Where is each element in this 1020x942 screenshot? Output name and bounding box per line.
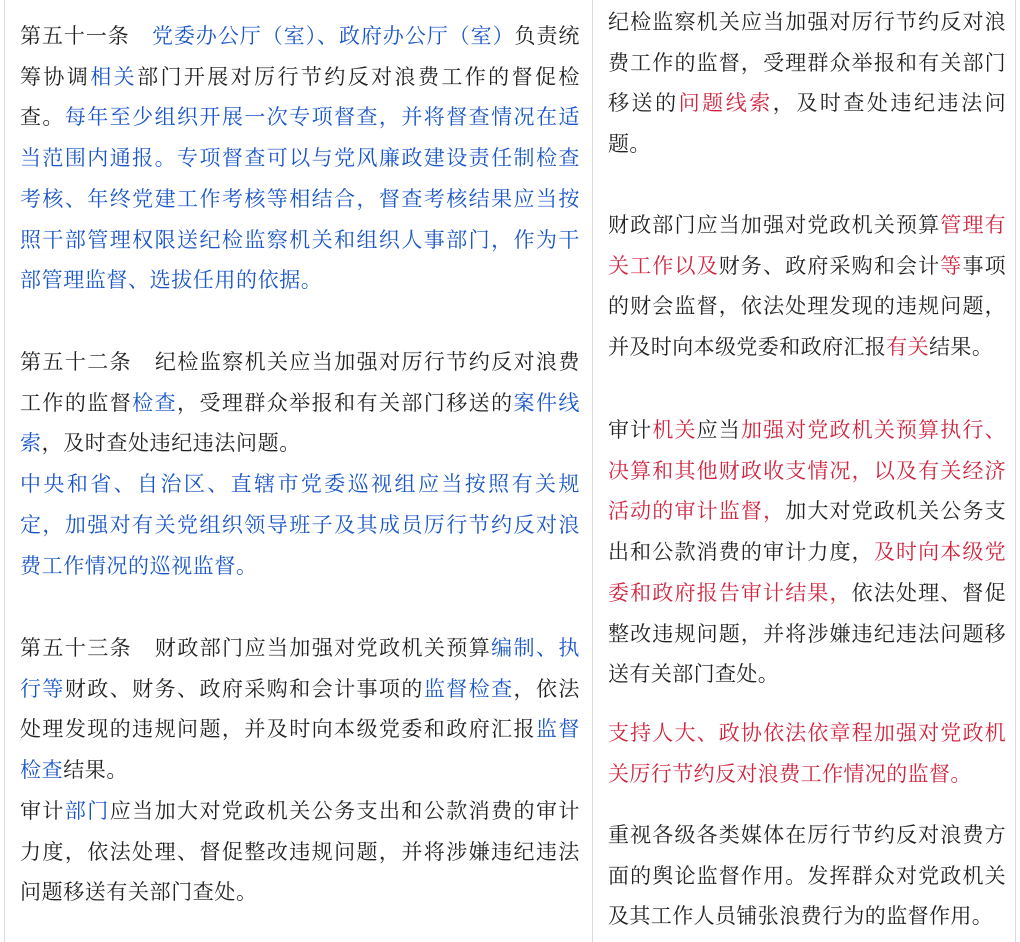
- text-segment: 应当加大对党政机关公务支出和公款消费的审计力度，依法处理、督促整改违规问题，并将涉嫌违纪违法问题移送有关部门查处。: [20, 798, 581, 905]
- text-segment: ，及时查处违纪违法问题。: [608, 91, 1007, 157]
- text-segment: 加大对党政机关公务支出和公款消费的审计力度，: [608, 499, 1007, 565]
- article-number: 第五十一条: [20, 24, 130, 48]
- text-segment: 审计: [608, 418, 653, 442]
- text-segment: 依法处理、督促整改违规问题，并将涉嫌违纪违法问题移送有关部门查处。: [608, 580, 1006, 687]
- article-53: [20, 628, 580, 913]
- text-segment: 财政部门应当加强对党政机关预算: [154, 636, 492, 660]
- text-segment: ，受理群众举报和有关部门移送的: [177, 390, 514, 415]
- added-text: 相关: [90, 64, 138, 89]
- article-number: 第五十三条: [20, 636, 133, 660]
- changed-text: 及时向本级党委和政府报告审计结果，: [608, 540, 1006, 605]
- text-segment: 纪检监察机关应当加强对厉行节约反对浪费工作的监督: [20, 350, 581, 415]
- column-divider: [592, 0, 593, 942]
- added-text: 检查: [132, 390, 178, 415]
- text-segment: ，依法处理发现的违规问题，并及时向本级党委和政府汇报: [20, 676, 581, 742]
- added-text: 监督检查: [20, 717, 580, 783]
- article-number: 第五十二条: [20, 350, 133, 374]
- right-paragraph-3: [608, 410, 1006, 695]
- right-paragraph-1: [608, 2, 1006, 165]
- text-segment: 负责统筹协调: [20, 24, 580, 89]
- article-51: [20, 16, 580, 301]
- text-segment: 财政: [64, 676, 110, 701]
- text-segment: 重视各级各类媒体在厉行节约反对浪费方面的舆论监督作用。发挥群众对党政机关及其工作人员铺张浪费行为的监督作用。: [608, 823, 1006, 929]
- added-text: 编制、执行等: [20, 636, 581, 701]
- right-paragraph-2: [608, 205, 1006, 368]
- added-text: 监督检查: [423, 676, 514, 701]
- text-segment: 纪检监察机关应当加强对厉行节约反对浪费工作的监督，受理群众举报和有关部门移送的: [608, 10, 1006, 116]
- added-text: 部门: [64, 798, 110, 823]
- changed-text: 等: [940, 253, 963, 278]
- changed-text: 机关: [652, 418, 697, 442]
- text-segment: 事项的财会监督，依法处理发现的违规问题，并及时向本级党委和政府汇报: [608, 253, 1007, 360]
- added-text: 案件线索: [20, 390, 581, 456]
- text-segment: ，及时查处违纪违法问题。: [41, 431, 301, 456]
- right-paragraph-5: [608, 815, 1006, 937]
- added-text: 每年至少组织开展一次专项督查，并将督查情况在适当范围内通报。专项督查可以与党风廉政建设责任制检查考核、年终党建工作考核等相结合，督查考核结果应当按照干部管理权限送纪检监察机关和组织人事部门，作为干部管理监督、选拔任用的依据。: [20, 105, 580, 293]
- added-text: 党委办公厅（室）、政府办公厅（室）: [151, 24, 515, 48]
- text-segment: 结果。: [929, 335, 994, 360]
- text-segment: 、财务、政府采购和会计事项的: [109, 676, 424, 701]
- text-segment: 结果。: [63, 758, 129, 783]
- added-text: 中央和省、自治区、直辖市党委巡视组应当按照有关规定，加强对有关党组织领导班子及其成员厉行节约反对浪费工作情况的巡视监督。: [20, 472, 580, 578]
- text-segment: 部门开展对厉行节约反对浪费工作的督促检查。: [20, 64, 580, 130]
- text-segment: 财政部门应当加强对党政机关预算: [608, 213, 941, 237]
- text-segment: 财务、政府采购和会计: [718, 253, 941, 278]
- changed-text: 问题线索: [678, 91, 773, 116]
- article-52: [20, 342, 580, 586]
- changed-text: 管理有关工作以及: [608, 213, 1007, 278]
- text-segment: 应当: [696, 418, 741, 442]
- text-segment: 审计: [20, 798, 65, 823]
- right-paragraph-4: [608, 713, 1006, 794]
- changed-text: 支持人大、政协依法依章程加强对党政机关厉行节约反对浪费工作情况的监督。: [608, 721, 1006, 786]
- changed-text: 加强对党政机关预算执行、决算和其他财政收支情况，以及有关经济活动的审计监督，: [608, 418, 1006, 524]
- changed-text: 有关: [886, 335, 930, 360]
